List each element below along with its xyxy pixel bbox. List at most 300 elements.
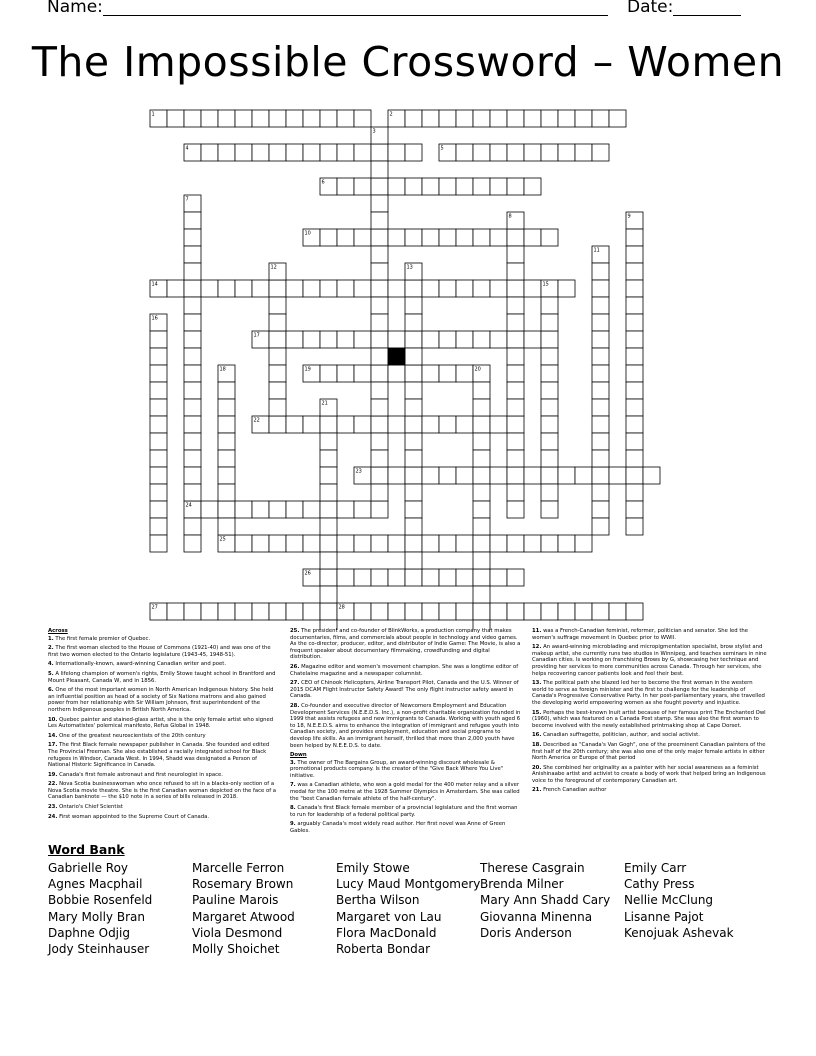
- grid-cell[interactable]: [405, 382, 422, 399]
- grid-cell[interactable]: [626, 467, 643, 484]
- grid-cell[interactable]: [167, 280, 184, 297]
- grid-cell[interactable]: [541, 331, 558, 348]
- grid-cell[interactable]: [303, 110, 320, 127]
- grid-cell[interactable]: [218, 603, 235, 620]
- grid-cell[interactable]: [371, 331, 388, 348]
- grid-cell[interactable]: [422, 365, 439, 382]
- grid-cell[interactable]: [473, 229, 490, 246]
- grid-cell[interactable]: [439, 178, 456, 195]
- grid-cell[interactable]: [626, 501, 643, 518]
- grid-cell[interactable]: [439, 603, 456, 620]
- grid-cell[interactable]: [626, 263, 643, 280]
- grid-cell[interactable]: [405, 144, 422, 161]
- grid-cell[interactable]: [150, 348, 167, 365]
- grid-cell[interactable]: [473, 569, 490, 586]
- grid-cell[interactable]: [201, 603, 218, 620]
- grid-cell[interactable]: [252, 110, 269, 127]
- grid-cell[interactable]: [150, 518, 167, 535]
- grid-cell[interactable]: [405, 433, 422, 450]
- grid-cell[interactable]: [524, 331, 541, 348]
- grid-cell[interactable]: [286, 501, 303, 518]
- grid-cell[interactable]: [558, 535, 575, 552]
- grid-cell[interactable]: [184, 314, 201, 331]
- grid-cell[interactable]: [320, 280, 337, 297]
- grid-cell[interactable]: [473, 110, 490, 127]
- grid-cell[interactable]: [422, 280, 439, 297]
- grid-cell[interactable]: [320, 535, 337, 552]
- grid-cell[interactable]: [507, 297, 524, 314]
- grid-cell[interactable]: [371, 348, 388, 365]
- grid-cell[interactable]: [626, 603, 643, 620]
- grid-cell[interactable]: [473, 416, 490, 433]
- grid-cell[interactable]: [422, 603, 439, 620]
- grid-cell[interactable]: [541, 229, 558, 246]
- grid-cell[interactable]: [541, 501, 558, 518]
- grid-cell[interactable]: [371, 314, 388, 331]
- grid-cell[interactable]: [320, 501, 337, 518]
- grid-cell[interactable]: [150, 433, 167, 450]
- grid-cell[interactable]: [269, 399, 286, 416]
- grid-cell[interactable]: [184, 229, 201, 246]
- grid-cell[interactable]: [507, 314, 524, 331]
- grid-cell[interactable]: [490, 416, 507, 433]
- grid-cell[interactable]: [558, 110, 575, 127]
- grid-cell[interactable]: [524, 144, 541, 161]
- grid-cell[interactable]: [456, 416, 473, 433]
- grid-cell[interactable]: [303, 416, 320, 433]
- grid-cell[interactable]: [592, 501, 609, 518]
- grid-cell[interactable]: [592, 331, 609, 348]
- grid-cell[interactable]: [150, 467, 167, 484]
- grid-cell[interactable]: [592, 280, 609, 297]
- grid-cell[interactable]: [218, 518, 235, 535]
- grid-cell[interactable]: [371, 161, 388, 178]
- grid-cell[interactable]: [371, 280, 388, 297]
- grid-cell[interactable]: [388, 144, 405, 161]
- grid-cell[interactable]: [541, 467, 558, 484]
- grid-cell[interactable]: [320, 331, 337, 348]
- grid-cell[interactable]: [473, 433, 490, 450]
- grid-cell[interactable]: [371, 263, 388, 280]
- grid-cell[interactable]: [626, 348, 643, 365]
- grid-cell[interactable]: [473, 144, 490, 161]
- grid-cell[interactable]: [218, 416, 235, 433]
- grid-cell[interactable]: [371, 535, 388, 552]
- grid-cell[interactable]: [490, 280, 507, 297]
- grid-cell[interactable]: [439, 569, 456, 586]
- grid-cell[interactable]: [371, 212, 388, 229]
- grid-cell[interactable]: [507, 399, 524, 416]
- grid-cell[interactable]: [490, 535, 507, 552]
- grid-cell[interactable]: [507, 263, 524, 280]
- grid-cell[interactable]: [269, 501, 286, 518]
- grid-cell[interactable]: [269, 348, 286, 365]
- grid-cell[interactable]: [507, 280, 524, 297]
- grid-cell[interactable]: [354, 178, 371, 195]
- grid-cell[interactable]: [490, 603, 507, 620]
- grid-cell[interactable]: [235, 144, 252, 161]
- grid-cell[interactable]: [541, 416, 558, 433]
- grid-cell[interactable]: [184, 382, 201, 399]
- grid-cell[interactable]: [354, 144, 371, 161]
- grid-cell[interactable]: [558, 467, 575, 484]
- grid-cell[interactable]: [507, 484, 524, 501]
- grid-cell[interactable]: [269, 280, 286, 297]
- grid-cell[interactable]: [354, 535, 371, 552]
- grid-cell[interactable]: [184, 518, 201, 535]
- grid-cell[interactable]: [337, 110, 354, 127]
- grid-cell[interactable]: [235, 110, 252, 127]
- grid-cell[interactable]: [456, 229, 473, 246]
- grid-cell[interactable]: [524, 603, 541, 620]
- grid-cell[interactable]: [269, 144, 286, 161]
- grid-cell[interactable]: [490, 110, 507, 127]
- grid-cell[interactable]: [269, 314, 286, 331]
- grid-cell[interactable]: [388, 467, 405, 484]
- grid-cell[interactable]: [184, 467, 201, 484]
- grid-cell[interactable]: [473, 331, 490, 348]
- grid-cell[interactable]: [337, 365, 354, 382]
- grid-cell[interactable]: [405, 399, 422, 416]
- grid-cell[interactable]: [371, 144, 388, 161]
- grid-cell[interactable]: [286, 331, 303, 348]
- grid-cell[interactable]: [524, 535, 541, 552]
- grid-cell[interactable]: [422, 416, 439, 433]
- grid-cell[interactable]: [558, 603, 575, 620]
- grid-cell[interactable]: [507, 450, 524, 467]
- grid-cell[interactable]: [439, 280, 456, 297]
- grid-cell[interactable]: [354, 569, 371, 586]
- grid-cell[interactable]: [626, 246, 643, 263]
- grid-cell[interactable]: [218, 399, 235, 416]
- grid-cell[interactable]: [507, 246, 524, 263]
- grid-cell[interactable]: [320, 416, 337, 433]
- grid-cell[interactable]: [167, 603, 184, 620]
- grid-cell[interactable]: [541, 314, 558, 331]
- grid-cell[interactable]: [371, 246, 388, 263]
- grid-cell[interactable]: [371, 297, 388, 314]
- grid-cell[interactable]: [320, 144, 337, 161]
- grid-cell[interactable]: [150, 484, 167, 501]
- grid-cell[interactable]: [320, 518, 337, 535]
- grid-cell[interactable]: [150, 535, 167, 552]
- grid-cell[interactable]: [235, 603, 252, 620]
- grid-cell[interactable]: [184, 365, 201, 382]
- grid-cell[interactable]: [439, 416, 456, 433]
- grid-cell[interactable]: [303, 535, 320, 552]
- grid-cell[interactable]: [354, 365, 371, 382]
- grid-cell[interactable]: [456, 331, 473, 348]
- grid-cell[interactable]: [405, 314, 422, 331]
- grid-cell[interactable]: [405, 110, 422, 127]
- grid-cell[interactable]: [405, 348, 422, 365]
- grid-cell[interactable]: [218, 484, 235, 501]
- grid-cell[interactable]: [405, 603, 422, 620]
- grid-cell[interactable]: [269, 603, 286, 620]
- grid-cell[interactable]: [439, 229, 456, 246]
- grid-cell[interactable]: [371, 195, 388, 212]
- grid-cell[interactable]: [456, 535, 473, 552]
- grid-cell[interactable]: [371, 399, 388, 416]
- grid-cell[interactable]: [184, 450, 201, 467]
- grid-cell[interactable]: [405, 535, 422, 552]
- grid-cell[interactable]: [575, 467, 592, 484]
- grid-cell[interactable]: [592, 416, 609, 433]
- grid-cell[interactable]: [524, 110, 541, 127]
- grid-cell[interactable]: [456, 569, 473, 586]
- grid-cell[interactable]: [473, 382, 490, 399]
- grid-cell[interactable]: [388, 229, 405, 246]
- grid-cell[interactable]: [524, 229, 541, 246]
- grid-cell[interactable]: [422, 467, 439, 484]
- grid-cell[interactable]: [626, 450, 643, 467]
- grid-cell[interactable]: [337, 178, 354, 195]
- grid-cell[interactable]: [592, 263, 609, 280]
- grid-cell[interactable]: [592, 382, 609, 399]
- grid-cell[interactable]: [626, 416, 643, 433]
- grid-cell[interactable]: [405, 365, 422, 382]
- grid-cell[interactable]: [218, 280, 235, 297]
- grid-cell[interactable]: [150, 450, 167, 467]
- grid-cell[interactable]: [456, 280, 473, 297]
- grid-cell[interactable]: [422, 569, 439, 586]
- grid-cell[interactable]: [507, 365, 524, 382]
- grid-cell[interactable]: [184, 280, 201, 297]
- grid-cell[interactable]: [184, 263, 201, 280]
- grid-cell[interactable]: [575, 110, 592, 127]
- grid-cell[interactable]: [558, 144, 575, 161]
- grid-cell[interactable]: [320, 603, 337, 620]
- grid-cell[interactable]: [303, 501, 320, 518]
- grid-cell[interactable]: [252, 280, 269, 297]
- grid-cell[interactable]: [507, 535, 524, 552]
- grid-cell[interactable]: [626, 314, 643, 331]
- grid-cell[interactable]: [473, 484, 490, 501]
- grid-cell[interactable]: [235, 535, 252, 552]
- grid-cell[interactable]: [507, 467, 524, 484]
- grid-cell[interactable]: [405, 297, 422, 314]
- grid-cell[interactable]: [218, 433, 235, 450]
- grid-cell[interactable]: [473, 450, 490, 467]
- grid-cell[interactable]: [541, 399, 558, 416]
- grid-cell[interactable]: [439, 535, 456, 552]
- grid-cell[interactable]: [371, 603, 388, 620]
- grid-cell[interactable]: [354, 331, 371, 348]
- grid-cell[interactable]: [252, 501, 269, 518]
- grid-cell[interactable]: [371, 484, 388, 501]
- grid-cell[interactable]: [456, 365, 473, 382]
- grid-cell[interactable]: [337, 229, 354, 246]
- grid-cell[interactable]: [320, 110, 337, 127]
- grid-cell[interactable]: [422, 110, 439, 127]
- grid-cell[interactable]: [592, 603, 609, 620]
- grid-cell[interactable]: [235, 501, 252, 518]
- grid-cell[interactable]: [184, 297, 201, 314]
- grid-cell[interactable]: [150, 331, 167, 348]
- grid-cell[interactable]: [524, 178, 541, 195]
- grid-cell[interactable]: [150, 365, 167, 382]
- grid-cell[interactable]: [218, 501, 235, 518]
- grid-cell[interactable]: [286, 144, 303, 161]
- grid-cell[interactable]: [507, 603, 524, 620]
- grid-cell[interactable]: [592, 110, 609, 127]
- grid-cell[interactable]: [626, 331, 643, 348]
- grid-cell[interactable]: [371, 501, 388, 518]
- grid-cell[interactable]: [184, 348, 201, 365]
- grid-cell[interactable]: [541, 535, 558, 552]
- grid-cell[interactable]: [218, 144, 235, 161]
- grid-cell[interactable]: [269, 416, 286, 433]
- grid-cell[interactable]: [422, 331, 439, 348]
- grid-cell[interactable]: [405, 501, 422, 518]
- grid-cell[interactable]: [626, 280, 643, 297]
- grid-cell[interactable]: [626, 365, 643, 382]
- grid-cell[interactable]: [405, 484, 422, 501]
- grid-cell[interactable]: [541, 450, 558, 467]
- grid-cell[interactable]: [184, 416, 201, 433]
- grid-cell[interactable]: [303, 280, 320, 297]
- grid-cell[interactable]: [337, 331, 354, 348]
- grid-cell[interactable]: [473, 178, 490, 195]
- grid-cell[interactable]: [473, 603, 490, 620]
- grid-cell[interactable]: [337, 144, 354, 161]
- grid-cell[interactable]: [218, 450, 235, 467]
- grid-cell[interactable]: [507, 501, 524, 518]
- grid-cell[interactable]: [507, 331, 524, 348]
- grid-cell[interactable]: [235, 280, 252, 297]
- grid-cell[interactable]: [320, 484, 337, 501]
- grid-cell[interactable]: [320, 229, 337, 246]
- grid-cell[interactable]: [354, 501, 371, 518]
- grid-cell[interactable]: [626, 297, 643, 314]
- grid-cell[interactable]: [286, 603, 303, 620]
- grid-cell[interactable]: [558, 280, 575, 297]
- grid-cell[interactable]: [439, 467, 456, 484]
- grid-cell[interactable]: [150, 399, 167, 416]
- grid-cell[interactable]: [507, 382, 524, 399]
- grid-cell[interactable]: [388, 365, 405, 382]
- grid-cell[interactable]: [405, 416, 422, 433]
- grid-cell[interactable]: [422, 178, 439, 195]
- grid-cell[interactable]: [592, 467, 609, 484]
- grid-cell[interactable]: [592, 314, 609, 331]
- grid-cell[interactable]: [643, 467, 660, 484]
- grid-cell[interactable]: [609, 603, 626, 620]
- grid-cell[interactable]: [626, 399, 643, 416]
- grid-cell[interactable]: [405, 229, 422, 246]
- grid-cell[interactable]: [354, 110, 371, 127]
- grid-cell[interactable]: [371, 365, 388, 382]
- grid-cell[interactable]: [405, 178, 422, 195]
- grid-cell[interactable]: [252, 535, 269, 552]
- grid-cell[interactable]: [592, 144, 609, 161]
- grid-cell[interactable]: [286, 416, 303, 433]
- grid-cell[interactable]: [269, 331, 286, 348]
- grid-cell[interactable]: [507, 348, 524, 365]
- grid-cell[interactable]: [371, 382, 388, 399]
- grid-cell[interactable]: [167, 110, 184, 127]
- grid-cell[interactable]: [184, 110, 201, 127]
- grid-cell[interactable]: [473, 535, 490, 552]
- grid-cell[interactable]: [541, 110, 558, 127]
- grid-cell[interactable]: [422, 535, 439, 552]
- grid-cell[interactable]: [184, 399, 201, 416]
- grid-cell[interactable]: [405, 569, 422, 586]
- grid-cell[interactable]: [371, 416, 388, 433]
- grid-cell[interactable]: [456, 178, 473, 195]
- grid-cell[interactable]: [150, 416, 167, 433]
- grid-cell[interactable]: [592, 297, 609, 314]
- grid-cell[interactable]: [184, 484, 201, 501]
- grid-cell[interactable]: [575, 603, 592, 620]
- grid-cell[interactable]: [252, 603, 269, 620]
- grid-cell[interactable]: [507, 178, 524, 195]
- grid-cell[interactable]: [456, 144, 473, 161]
- grid-cell[interactable]: [592, 484, 609, 501]
- grid-cell[interactable]: [371, 450, 388, 467]
- grid-cell[interactable]: [354, 229, 371, 246]
- grid-cell[interactable]: [541, 484, 558, 501]
- grid-cell[interactable]: [388, 280, 405, 297]
- grid-cell[interactable]: [541, 603, 558, 620]
- grid-cell[interactable]: [507, 569, 524, 586]
- grid-cell[interactable]: [388, 416, 405, 433]
- grid-cell[interactable]: [320, 569, 337, 586]
- grid-cell[interactable]: [354, 603, 371, 620]
- grid-cell[interactable]: [473, 501, 490, 518]
- grid-cell[interactable]: [286, 110, 303, 127]
- grid-cell[interactable]: [371, 178, 388, 195]
- grid-cell[interactable]: [575, 535, 592, 552]
- grid-cell[interactable]: [626, 484, 643, 501]
- grid-cell[interactable]: [320, 552, 337, 569]
- grid-cell[interactable]: [592, 433, 609, 450]
- grid-cell[interactable]: [473, 552, 490, 569]
- grid-cell[interactable]: [507, 110, 524, 127]
- grid-cell[interactable]: [320, 433, 337, 450]
- grid-cell[interactable]: [337, 416, 354, 433]
- grid-cell[interactable]: [405, 467, 422, 484]
- grid-cell[interactable]: [320, 365, 337, 382]
- grid-cell[interactable]: [592, 450, 609, 467]
- grid-cell[interactable]: [626, 382, 643, 399]
- grid-cell[interactable]: [490, 467, 507, 484]
- grid-cell[interactable]: [320, 586, 337, 603]
- grid-cell[interactable]: [184, 212, 201, 229]
- grid-cell[interactable]: [286, 280, 303, 297]
- grid-cell[interactable]: [490, 178, 507, 195]
- grid-cell[interactable]: [592, 399, 609, 416]
- grid-cell[interactable]: [218, 467, 235, 484]
- grid-cell[interactable]: [371, 569, 388, 586]
- grid-cell[interactable]: [184, 603, 201, 620]
- grid-cell[interactable]: [269, 110, 286, 127]
- grid-cell[interactable]: [286, 535, 303, 552]
- grid-cell[interactable]: [541, 382, 558, 399]
- grid-cell[interactable]: [354, 280, 371, 297]
- grid-cell[interactable]: [507, 144, 524, 161]
- grid-cell[interactable]: [320, 467, 337, 484]
- grid-cell[interactable]: [541, 433, 558, 450]
- grid-cell[interactable]: [184, 535, 201, 552]
- grid-cell[interactable]: [388, 569, 405, 586]
- grid-cell[interactable]: [303, 603, 320, 620]
- grid-cell[interactable]: [609, 467, 626, 484]
- grid-cell[interactable]: [405, 450, 422, 467]
- grid-cell[interactable]: [439, 365, 456, 382]
- grid-cell[interactable]: [473, 586, 490, 603]
- grid-cell[interactable]: [626, 433, 643, 450]
